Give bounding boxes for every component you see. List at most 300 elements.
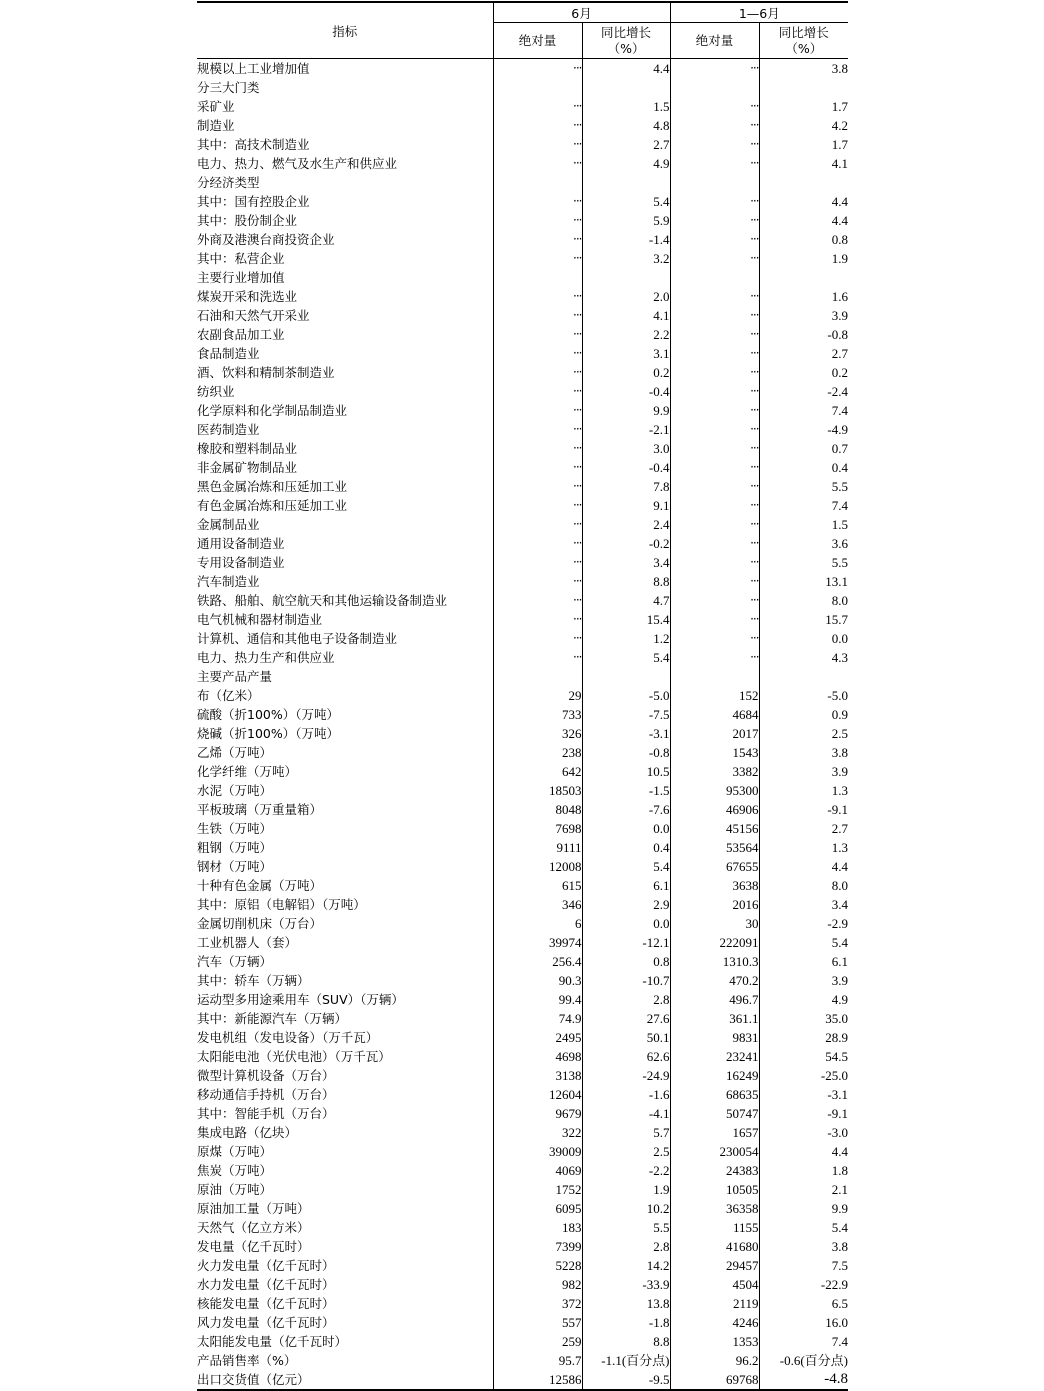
june-yoy-value: 0.8 xyxy=(582,952,670,971)
table-row xyxy=(197,1009,848,1028)
cum-abs-value: ··· xyxy=(670,458,759,477)
row-label: 化学纤维（万吨） xyxy=(197,764,298,779)
row-label: 水泥（万吨） xyxy=(197,783,273,798)
june-abs-value: 39009 xyxy=(493,1142,582,1161)
cum-yoy-value: 4.2 xyxy=(759,116,848,135)
cum-abs-value: ··· xyxy=(670,344,759,363)
table-row xyxy=(197,648,848,667)
row-label: 其中：轿车（万辆） xyxy=(197,973,310,988)
cum-yoy-value: 4.4 xyxy=(759,857,848,876)
cum-yoy-value: -2.4 xyxy=(759,382,848,401)
table-row xyxy=(197,876,848,895)
june-abs-value: ··· xyxy=(493,135,582,154)
cum-yoy-value: 5.5 xyxy=(759,477,848,496)
table-row xyxy=(197,439,848,458)
jan-june-header: 1—6月 xyxy=(670,2,848,23)
table-row xyxy=(197,819,848,838)
cum-abs-value: 68635 xyxy=(670,1085,759,1104)
row-label: 水力发电量（亿千瓦时） xyxy=(197,1277,335,1292)
june-yoy-value: -1.6 xyxy=(582,1085,670,1104)
row-label: 其中：股份制企业 xyxy=(197,213,298,228)
cum-abs-value: 24383 xyxy=(670,1161,759,1180)
industrial-output-table xyxy=(197,1,848,1391)
june-yoy-value: -1.1(百分点) xyxy=(582,1351,670,1370)
row-label: 原煤（万吨） xyxy=(197,1144,273,1159)
cum-abs-value: ··· xyxy=(670,515,759,534)
row-label: 发电量（亿千瓦时） xyxy=(197,1239,310,1254)
table-row xyxy=(197,895,848,914)
cum-yoy-value: -9.1 xyxy=(759,1104,848,1123)
cum-abs-value: 1543 xyxy=(670,743,759,762)
cum-yoy-value: 15.7 xyxy=(759,610,848,629)
cum-abs-value: 361.1 xyxy=(670,1009,759,1028)
row-label: 产品销售率（%） xyxy=(197,1353,297,1368)
cum-abs-value: 1310.3 xyxy=(670,952,759,971)
june-yoy-value xyxy=(582,78,670,97)
table-row xyxy=(197,1028,848,1047)
june-abs-value: ··· xyxy=(493,458,582,477)
cum-abs-value: ··· xyxy=(670,154,759,173)
cum-abs-value: 96.2 xyxy=(670,1351,759,1370)
cum-yoy-value: 7.4 xyxy=(759,401,848,420)
table-row xyxy=(197,1123,848,1142)
june-abs-value: 642 xyxy=(493,762,582,781)
table-row xyxy=(197,971,848,990)
cum-abs-value: 69768 xyxy=(670,1370,759,1390)
row-label: 采矿业 xyxy=(197,99,235,114)
table-row xyxy=(197,1085,848,1104)
cum-abs-value: ··· xyxy=(670,496,759,515)
cum-yoy-value: 0.2 xyxy=(759,363,848,382)
row-label: 其中：高技术制造业 xyxy=(197,137,310,152)
cum-abs-value: 4504 xyxy=(670,1275,759,1294)
row-label: 粗钢（万吨） xyxy=(197,840,273,855)
cum-abs-value: ··· xyxy=(670,135,759,154)
cum-abs-value: 3382 xyxy=(670,762,759,781)
row-label: 天然气（亿立方米） xyxy=(197,1220,310,1235)
june-yoy-value: -0.4 xyxy=(582,382,670,401)
table-row xyxy=(197,401,848,420)
june-yoy-value: 4.8 xyxy=(582,116,670,135)
cum-yoy-value: 4.4 xyxy=(759,192,848,211)
june-yoy-value: 0.0 xyxy=(582,914,670,933)
table-row xyxy=(197,743,848,762)
row-label: 生铁（万吨） xyxy=(197,821,273,836)
cum-yoy-value: 0.8 xyxy=(759,230,848,249)
row-label: 橡胶和塑料制品业 xyxy=(197,441,298,456)
cum-abs-value: ··· xyxy=(670,249,759,268)
table-row xyxy=(197,458,848,477)
june-yoy-value: 3.4 xyxy=(582,553,670,572)
table-row xyxy=(197,287,848,306)
table-row xyxy=(197,59,848,79)
table-row xyxy=(197,211,848,230)
june-abs-value: 8048 xyxy=(493,800,582,819)
row-label: 十种有色金属（万吨） xyxy=(197,878,323,893)
cum-yoy-value: 3.9 xyxy=(759,971,848,990)
june-abs-value: 183 xyxy=(493,1218,582,1237)
june-yoy-value: -9.5 xyxy=(582,1370,670,1390)
row-label: 农副食品加工业 xyxy=(197,327,285,342)
table-row xyxy=(197,572,848,591)
cum-abs-value: 1155 xyxy=(670,1218,759,1237)
june-yoy-value: 3.2 xyxy=(582,249,670,268)
cum-yoy-value: 7.4 xyxy=(759,1332,848,1351)
june-yoy-value: 2.2 xyxy=(582,325,670,344)
row-label: 其中：新能源汽车（万辆） xyxy=(197,1011,348,1026)
june-abs-value: ··· xyxy=(493,610,582,629)
june-yoy-value: 2.8 xyxy=(582,1237,670,1256)
cum-yoy-value: 6.1 xyxy=(759,952,848,971)
june-yoy-value: 15.4 xyxy=(582,610,670,629)
row-label: 化学原料和化学制品制造业 xyxy=(197,403,348,418)
june-yoy-value: 1.2 xyxy=(582,629,670,648)
june-abs-value: 12008 xyxy=(493,857,582,876)
june-yoy-value xyxy=(582,173,670,192)
june-abs-value: ··· xyxy=(493,363,582,382)
june-abs-value: 9111 xyxy=(493,838,582,857)
cum-yoy-value: 4.9 xyxy=(759,990,848,1009)
june-abs-value: 39974 xyxy=(493,933,582,952)
june-abs-value: ··· xyxy=(493,534,582,553)
row-label: 汽车（万辆） xyxy=(197,954,273,969)
june-abs-value: ··· xyxy=(493,192,582,211)
row-label: 电气机械和器材制造业 xyxy=(197,612,323,627)
cum-yoy-value: 1.3 xyxy=(759,838,848,857)
june-abs-value xyxy=(493,78,582,97)
cum-yoy-value: 1.5 xyxy=(759,515,848,534)
cum-yoy-value: 13.1 xyxy=(759,572,848,591)
row-label: 布（亿米） xyxy=(197,688,260,703)
row-label: 移动通信手持机（万台） xyxy=(197,1087,335,1102)
cum-abs-value: ··· xyxy=(670,572,759,591)
row-label: 金属切削机床（万台） xyxy=(197,916,323,931)
june-yoy-header: 同比增长 （%） xyxy=(582,23,670,59)
cum-abs-value: ··· xyxy=(670,97,759,116)
row-label: 焦炭（万吨） xyxy=(197,1163,273,1178)
cum-yoy-value: 2.7 xyxy=(759,819,848,838)
row-label: 外商及港澳台商投资企业 xyxy=(197,232,335,247)
june-yoy-value: 6.1 xyxy=(582,876,670,895)
cum-abs-value: 496.7 xyxy=(670,990,759,1009)
cum-abs-value xyxy=(670,268,759,287)
cum-yoy-value: -22.9 xyxy=(759,1275,848,1294)
row-label: 专用设备制造业 xyxy=(197,555,285,570)
june-abs-value: ··· xyxy=(493,401,582,420)
june-yoy-value: 3.1 xyxy=(582,344,670,363)
june-abs-value: 5228 xyxy=(493,1256,582,1275)
june-yoy-value: 4.4 xyxy=(582,59,670,79)
june-yoy-value: -2.2 xyxy=(582,1161,670,1180)
june-abs-value: ··· xyxy=(493,382,582,401)
june-abs-header: 绝对量 xyxy=(493,23,582,59)
june-yoy-value: 13.8 xyxy=(582,1294,670,1313)
cum-abs-value: ··· xyxy=(670,591,759,610)
cum-yoy-value: -9.1 xyxy=(759,800,848,819)
row-label: 主要产品产量 xyxy=(197,669,273,684)
row-label: 乙烯（万吨） xyxy=(197,745,273,760)
table-row xyxy=(197,857,848,876)
row-label: 太阳能发电量（亿千瓦时） xyxy=(197,1334,348,1349)
table-row xyxy=(197,1180,848,1199)
row-label: 原油（万吨） xyxy=(197,1182,273,1197)
cum-abs-value: 46906 xyxy=(670,800,759,819)
table-row xyxy=(197,952,848,971)
cum-yoy-value: 2.5 xyxy=(759,724,848,743)
cum-abs-value: 470.2 xyxy=(670,971,759,990)
cum-yoy-value: 1.7 xyxy=(759,97,848,116)
table-row xyxy=(197,781,848,800)
row-label: 其中：原铝（电解铝）（万吨） xyxy=(197,897,366,912)
june-abs-value: 322 xyxy=(493,1123,582,1142)
table-row xyxy=(197,629,848,648)
june-abs-value: 90.3 xyxy=(493,971,582,990)
cum-abs-value: 95300 xyxy=(670,781,759,800)
cum-abs-value: 4246 xyxy=(670,1313,759,1332)
row-label: 微型计算机设备（万台） xyxy=(197,1068,335,1083)
row-label: 风力发电量（亿千瓦时） xyxy=(197,1315,335,1330)
june-abs-value: 4069 xyxy=(493,1161,582,1180)
cum-abs-value: ··· xyxy=(670,192,759,211)
june-yoy-value: 5.4 xyxy=(582,857,670,876)
cum-abs-value: ··· xyxy=(670,553,759,572)
cum-yoy-value: 54.5 xyxy=(759,1047,848,1066)
cum-yoy-value: -2.9 xyxy=(759,914,848,933)
cum-abs-value: 2119 xyxy=(670,1294,759,1313)
june-abs-value: 259 xyxy=(493,1332,582,1351)
row-label: 计算机、通信和其他电子设备制造业 xyxy=(197,631,398,646)
june-abs-value: ··· xyxy=(493,116,582,135)
cum-abs-value: 2017 xyxy=(670,724,759,743)
june-abs-value: 326 xyxy=(493,724,582,743)
cum-abs-value: ··· xyxy=(670,629,759,648)
row-label: 其中：国有控股企业 xyxy=(197,194,310,209)
row-label: 工业机器人（套） xyxy=(197,935,298,950)
june-yoy-value: 2.5 xyxy=(582,1142,670,1161)
table-row xyxy=(197,667,848,686)
table-row xyxy=(197,78,848,97)
june-abs-value: ··· xyxy=(493,591,582,610)
june-yoy-value: 0.4 xyxy=(582,838,670,857)
table-row xyxy=(197,1104,848,1123)
june-abs-value: ··· xyxy=(493,439,582,458)
cum-yoy-value: 0.4 xyxy=(759,458,848,477)
june-abs-value: 74.9 xyxy=(493,1009,582,1028)
june-abs-value: ··· xyxy=(493,59,582,79)
cum-yoy-value: 5.4 xyxy=(759,933,848,952)
table-row xyxy=(197,325,848,344)
cum-yoy-value: 5.4 xyxy=(759,1218,848,1237)
cum-yoy-value: 0.0 xyxy=(759,629,848,648)
june-abs-value: 3138 xyxy=(493,1066,582,1085)
june-yoy-value: 5.5 xyxy=(582,1218,670,1237)
june-abs-value: 29 xyxy=(493,686,582,705)
cum-abs-value: ··· xyxy=(670,230,759,249)
cum-abs-value: 10505 xyxy=(670,1180,759,1199)
june-yoy-value: 2.9 xyxy=(582,895,670,914)
cum-yoy-value: -5.0 xyxy=(759,686,848,705)
cum-abs-value: 53564 xyxy=(670,838,759,857)
june-abs-value xyxy=(493,268,582,287)
row-label: 平板玻璃（万重量箱） xyxy=(197,802,323,817)
june-abs-value: ··· xyxy=(493,477,582,496)
june-abs-value: 6 xyxy=(493,914,582,933)
cum-abs-value: ··· xyxy=(670,648,759,667)
table-row xyxy=(197,990,848,1009)
cum-yoy-value xyxy=(759,268,848,287)
cum-abs-value xyxy=(670,78,759,97)
june-yoy-value: -0.4 xyxy=(582,458,670,477)
june-abs-value: 6095 xyxy=(493,1199,582,1218)
row-label: 制造业 xyxy=(197,118,235,133)
table-row xyxy=(197,230,848,249)
june-abs-value xyxy=(493,667,582,686)
cum-abs-value: ··· xyxy=(670,116,759,135)
cum-abs-value: 16249 xyxy=(670,1066,759,1085)
table-row xyxy=(197,838,848,857)
june-abs-value: ··· xyxy=(493,648,582,667)
cum-abs-value: ··· xyxy=(670,363,759,382)
june-yoy-value: -24.9 xyxy=(582,1066,670,1085)
table-row xyxy=(197,1199,848,1218)
june-yoy-value: -1.5 xyxy=(582,781,670,800)
table-row xyxy=(197,724,848,743)
june-yoy-value: 3.0 xyxy=(582,439,670,458)
june-abs-value: 256.4 xyxy=(493,952,582,971)
cum-abs-value: ··· xyxy=(670,211,759,230)
row-label: 出口交货值（亿元） xyxy=(197,1370,493,1390)
cum-yoy-value: 7.4 xyxy=(759,496,848,515)
row-label: 汽车制造业 xyxy=(197,574,260,589)
row-label: 石油和天然气开采业 xyxy=(197,308,310,323)
june-yoy-value: -2.1 xyxy=(582,420,670,439)
cum-yoy-value: 1.6 xyxy=(759,287,848,306)
table-row xyxy=(197,610,848,629)
cum-abs-value: 1657 xyxy=(670,1123,759,1142)
cum-yoy-value: 2.7 xyxy=(759,344,848,363)
cum-yoy-value: 5.5 xyxy=(759,553,848,572)
row-label: 太阳能电池（光伏电池）（万千瓦） xyxy=(197,1049,391,1064)
cum-abs-value: 36358 xyxy=(670,1199,759,1218)
june-abs-value: ··· xyxy=(493,306,582,325)
june-yoy-value: 0.0 xyxy=(582,819,670,838)
cum-abs-value xyxy=(670,667,759,686)
row-label: 纺织业 xyxy=(197,384,235,399)
table-row xyxy=(197,1370,848,1390)
june-abs-value: 12586 xyxy=(493,1370,582,1390)
june-yoy-value: -10.7 xyxy=(582,971,670,990)
cum-yoy-value: 8.0 xyxy=(759,591,848,610)
row-label: 钢材（万吨） xyxy=(197,859,273,874)
june-abs-value: ··· xyxy=(493,287,582,306)
cum-abs-value xyxy=(670,173,759,192)
indicator-header: 指标 xyxy=(197,2,493,59)
june-abs-value: 372 xyxy=(493,1294,582,1313)
june-yoy-value: -0.2 xyxy=(582,534,670,553)
table-row xyxy=(197,116,848,135)
row-label: 运动型多用途乘用车（SUV）（万辆） xyxy=(197,992,404,1007)
june-abs-value: ··· xyxy=(493,420,582,439)
cum-abs-value: 230054 xyxy=(670,1142,759,1161)
cum-yoy-value: -3.0 xyxy=(759,1123,848,1142)
cum-abs-value: 30 xyxy=(670,914,759,933)
table-row xyxy=(197,1047,848,1066)
cum-yoy-value: 4.1 xyxy=(759,154,848,173)
row-label: 其中：智能手机（万台） xyxy=(197,1106,335,1121)
row-label: 食品制造业 xyxy=(197,346,260,361)
june-abs-value: 2495 xyxy=(493,1028,582,1047)
table-row xyxy=(197,382,848,401)
june-yoy-value: 5.4 xyxy=(582,192,670,211)
cum-yoy-value xyxy=(759,173,848,192)
cum-abs-value: ··· xyxy=(670,420,759,439)
june-yoy-value: -4.1 xyxy=(582,1104,670,1123)
june-abs-value: ··· xyxy=(493,97,582,116)
table-row xyxy=(197,306,848,325)
cum-yoy-value: 6.5 xyxy=(759,1294,848,1313)
june-abs-value: ··· xyxy=(493,154,582,173)
june-yoy-value: 4.7 xyxy=(582,591,670,610)
row-label: 铁路、船舶、航空航天和其他运输设备制造业 xyxy=(197,593,448,608)
cum-yoy-value: 16.0 xyxy=(759,1313,848,1332)
june-yoy-value: -33.9 xyxy=(582,1275,670,1294)
row-label: 医药制造业 xyxy=(197,422,260,437)
june-yoy-value: 1.5 xyxy=(582,97,670,116)
cum-yoy-value: 7.5 xyxy=(759,1256,848,1275)
table-row xyxy=(197,933,848,952)
table-row xyxy=(197,800,848,819)
june-abs-value: 346 xyxy=(493,895,582,914)
june-yoy-value xyxy=(582,667,670,686)
table-row xyxy=(197,192,848,211)
row-label: 主要行业增加值 xyxy=(197,270,285,285)
june-abs-value: 95.7 xyxy=(493,1351,582,1370)
cum-yoy-value: -3.1 xyxy=(759,1085,848,1104)
june-header: 6月 xyxy=(493,2,670,23)
june-abs-value: 238 xyxy=(493,743,582,762)
row-label: 其中：私营企业 xyxy=(197,251,285,266)
june-yoy-value: 10.5 xyxy=(582,762,670,781)
cum-abs-value: ··· xyxy=(670,610,759,629)
table-row xyxy=(197,173,848,192)
table-row xyxy=(197,914,848,933)
row-label: 电力、热力、燃气及水生产和供应业 xyxy=(197,156,398,171)
june-abs-value: 557 xyxy=(493,1313,582,1332)
cum-abs-value: 9831 xyxy=(670,1028,759,1047)
cum-abs-value: ··· xyxy=(670,325,759,344)
june-yoy-value xyxy=(582,268,670,287)
cum-yoy-value: 3.9 xyxy=(759,306,848,325)
table-row xyxy=(197,1332,848,1351)
cum-yoy-value: 3.8 xyxy=(759,1237,848,1256)
table-row xyxy=(197,344,848,363)
cum-abs-value: ··· xyxy=(670,59,759,79)
table-row xyxy=(197,1142,848,1161)
cum-yoy-value: 4.4 xyxy=(759,1142,848,1161)
cum-yoy-value: -0.8 xyxy=(759,325,848,344)
table-row xyxy=(197,420,848,439)
row-label: 分三大门类 xyxy=(197,80,260,95)
table-row xyxy=(197,1256,848,1275)
june-yoy-value: 7.8 xyxy=(582,477,670,496)
june-abs-value: ··· xyxy=(493,211,582,230)
table-row xyxy=(197,268,848,287)
table-row xyxy=(197,363,848,382)
cum-yoy-value: -4.9 xyxy=(759,420,848,439)
june-abs-value: ··· xyxy=(493,344,582,363)
table-row xyxy=(197,496,848,515)
cum-abs-header: 绝对量 xyxy=(670,23,759,59)
